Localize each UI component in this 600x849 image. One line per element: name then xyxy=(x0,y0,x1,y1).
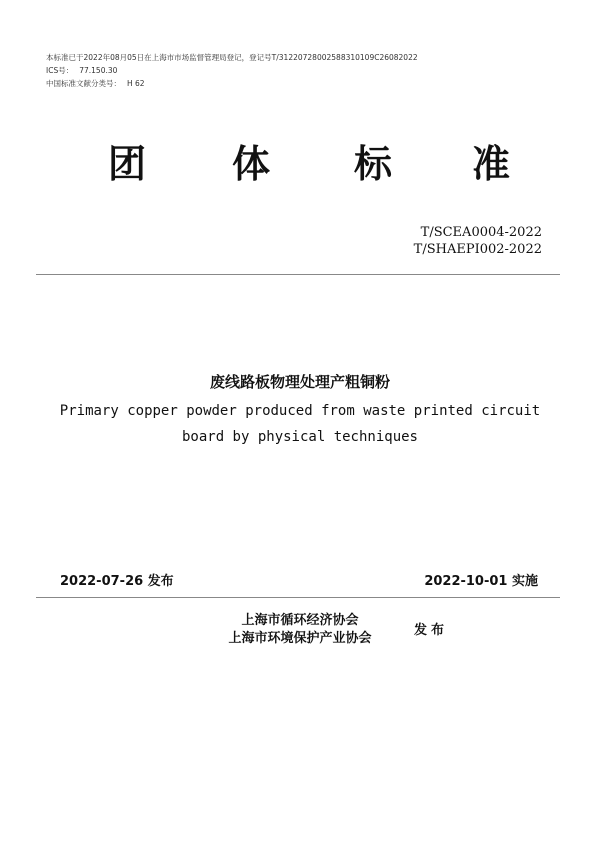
title-char-3: 标 xyxy=(354,142,393,186)
standard-number-1: T/SCEA0004-2022 xyxy=(420,225,542,240)
ics-value: 77.150.30 xyxy=(79,66,118,75)
ccs-value: H 62 xyxy=(127,79,145,88)
document-type-title xyxy=(0,138,600,190)
publish-label: 发布 xyxy=(414,623,449,638)
ics-label: ICS号： xyxy=(46,66,74,75)
publisher-org-2: 上海市环境保护产业协会 xyxy=(228,631,372,646)
registration-note: 本标准已于2022年08月05日在上海市市场监督管理局登记，登记号T/31220728002588310109C26082022 xyxy=(46,53,418,62)
bottom-divider xyxy=(36,597,560,598)
standard-title-english-line1: Primary copper powder produced from waste printed circuit xyxy=(59,403,541,419)
ccs-label: 中国标准文献分类号： xyxy=(46,79,121,88)
standard-title-chinese: 废线路板物理处理产粗铜粉 xyxy=(209,373,390,391)
publisher-org-1: 上海市循环经济协会 xyxy=(241,613,359,628)
title-char-4: 准 xyxy=(472,142,511,186)
top-divider xyxy=(36,274,560,275)
implementation-date: 2022-10-01 实施 xyxy=(424,574,538,589)
title-char-1: 团 xyxy=(108,142,147,186)
title-char-2: 体 xyxy=(232,142,271,186)
standard-number-2: T/SHAEPI002-2022 xyxy=(413,242,542,257)
ccs-line xyxy=(46,79,145,89)
ics-line xyxy=(46,66,117,76)
issue-date: 2022-07-26 发布 xyxy=(60,574,174,589)
standard-title-english-line2: board by physical techniques xyxy=(181,429,418,445)
